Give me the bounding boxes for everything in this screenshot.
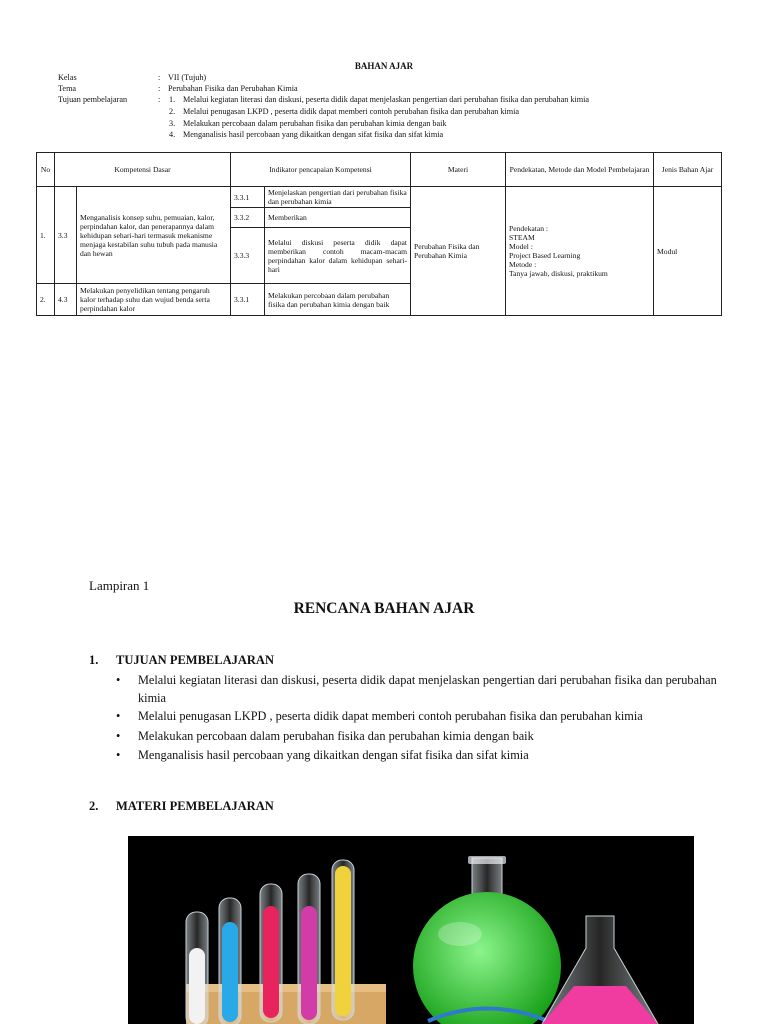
test-tube-magenta [298, 874, 320, 1024]
materi-cell: Perubahan Fisika dan Perubahan Kimia [411, 187, 506, 316]
pendekatan-cell [506, 187, 654, 316]
row-no: 2. [37, 284, 55, 316]
info-label: Kelas [58, 73, 77, 82]
test-tube-yellow [332, 860, 354, 1020]
page-title: BAHAN AJAR [354, 61, 414, 71]
bullet-text: Melalui penugasan LKPD , peserta didik dapat memberi contoh perubahan fisika dan perubahan kimia [138, 709, 643, 723]
kd-code: 4.3 [55, 284, 77, 316]
lampiran-label: Lampiran 1 [89, 578, 150, 593]
competency-table [36, 152, 722, 316]
goal-text: Melalui penugasan LKPD , peserta didik dapat memberi contoh perubahan fisika dan perubahan kimia [183, 107, 520, 116]
bullet-item [116, 727, 736, 745]
section-title: TUJUAN PEMBELAJARAN [116, 653, 274, 667]
info-colon: : [158, 73, 161, 82]
header-materi: Materi [411, 153, 506, 187]
section-number: 2. [89, 799, 99, 813]
bullet-text: Melalui kegiatan literasi dan diskusi, peserta didik dapat menjelaskan pengertian dari perubahan fisika dan perubahan kimia [138, 673, 717, 705]
indicator-code: 3.3.2 [231, 208, 265, 228]
row-no: 1. [37, 187, 55, 284]
wooden-rack [186, 988, 386, 1024]
goal-text: Menganalisis hasil percobaan yang dikaitkan dengan sifat fisika dan sifat kimia [183, 130, 444, 139]
bullet-icon: • [116, 709, 121, 723]
section-title: MATERI PEMBELAJARAN [116, 799, 274, 813]
wooden-rack-top [186, 984, 386, 992]
indicator-text: Melakukan percobaan dalam perubahan fisika dan perubahan kimia dengan baik [265, 284, 411, 316]
section-number: 1. [89, 653, 99, 667]
header-no: No [37, 153, 55, 187]
test-tube-blue [219, 898, 241, 1024]
pendekatan-line: Pendekatan : [509, 224, 549, 233]
info-row-tema [58, 84, 298, 93]
kd-code: 3.3 [55, 187, 77, 284]
pendekatan-line: STEAM [509, 233, 535, 242]
header-pendekatan: Pendekatan, Metode dan Model Pembelajaran [506, 153, 654, 187]
goal-item [169, 130, 443, 139]
table-row [37, 187, 722, 208]
goal-number: 1. [169, 95, 176, 104]
info-row-kelas [58, 73, 206, 82]
goal-item [169, 95, 589, 104]
lab-glassware-photo [128, 836, 694, 1024]
goal-number: 2. [169, 107, 176, 116]
bullet-item [116, 671, 736, 707]
jenis-cell: Modul [654, 187, 722, 316]
glassware-illustration [128, 836, 694, 1024]
test-tube-white [186, 912, 208, 1024]
header-indikator: Indikator pencapaian Kompetensi [231, 153, 411, 187]
goal-item [169, 119, 447, 128]
indicator-code: 3.3.3 [231, 228, 265, 284]
pendekatan-line: Project Based Learning [509, 251, 581, 260]
bullet-icon: • [116, 748, 121, 762]
indicator-code: 3.3.1 [231, 284, 265, 316]
goal-text: Melakukan percobaan dalam perubahan fisika dan perubahan kimia dengan baik [183, 119, 447, 128]
section-heading [89, 653, 274, 668]
goal-number: 3. [169, 119, 176, 128]
section-heading [89, 799, 274, 814]
pendekatan-line: Metode : [509, 260, 537, 269]
info-label: Tema [58, 84, 77, 93]
test-tube-red [260, 884, 282, 1022]
goal-number: 4. [169, 130, 176, 139]
kd-text: Menganalisis konsep suhu, pemuaian, kalor, perpindahan kalor, dan penerapannya dalam kehidupan sehari-hari termasuk mekanisme menjaga kestabilan suhu tubuh pada manusia dan hewan [77, 187, 231, 284]
header-kompetensi: Kompetensi Dasar [55, 153, 231, 187]
indicator-text: Menjelaskan pengertian dari perubahan fisika dan perubahan kimia [265, 187, 411, 208]
bullet-icon: • [116, 673, 121, 687]
goal-item [169, 107, 519, 116]
info-colon: : [158, 84, 161, 93]
round-flask-green [413, 856, 561, 1024]
document-title: RENCANA BAHAN AJAR [293, 600, 475, 617]
bullet-item [116, 707, 736, 725]
table-header-row [37, 153, 722, 187]
indicator-text: Memberikan [265, 208, 411, 228]
indicator-code: 3.3.1 [231, 187, 265, 208]
goal-text: Melalui kegiatan literasi dan diskusi, peserta didik dapat menjelaskan pengertian dari perubahan fisika dan perubahan kimia [183, 95, 590, 104]
info-value: Perubahan Fisika dan Perubahan Kimia [168, 84, 298, 93]
bullet-text: Menganalisis hasil percobaan yang dikaitkan dengan sifat fisika dan sifat kimia [138, 748, 529, 762]
header-jenis: Jenis Bahan Ajar [654, 153, 722, 187]
pendekatan-line: Model : [509, 242, 533, 251]
info-label: Tujuan pembelajaran [58, 95, 128, 104]
info-value: VII (Tujuh) [168, 73, 207, 82]
info-row-tujuan [58, 95, 168, 104]
pendekatan-line: Tanya jawab, diskusi, praktikum [509, 269, 608, 278]
bullet-text: Melakukan percobaan dalam perubahan fisika dan perubahan kimia dengan baik [138, 729, 534, 743]
info-colon: : [158, 95, 161, 104]
bullet-icon: • [116, 729, 121, 743]
bullet-item [116, 746, 736, 764]
kd-text: Melakukan penyelidikan tentang pengaruh kalor terhadap suhu dan wujud benda serta perpindahan kalor [77, 284, 231, 316]
indicator-text: Melalui diskusi peserta didik dapat memberikan contoh macam-macam perpindahan kalor dalam kehidupan sehari-hari [265, 228, 411, 284]
